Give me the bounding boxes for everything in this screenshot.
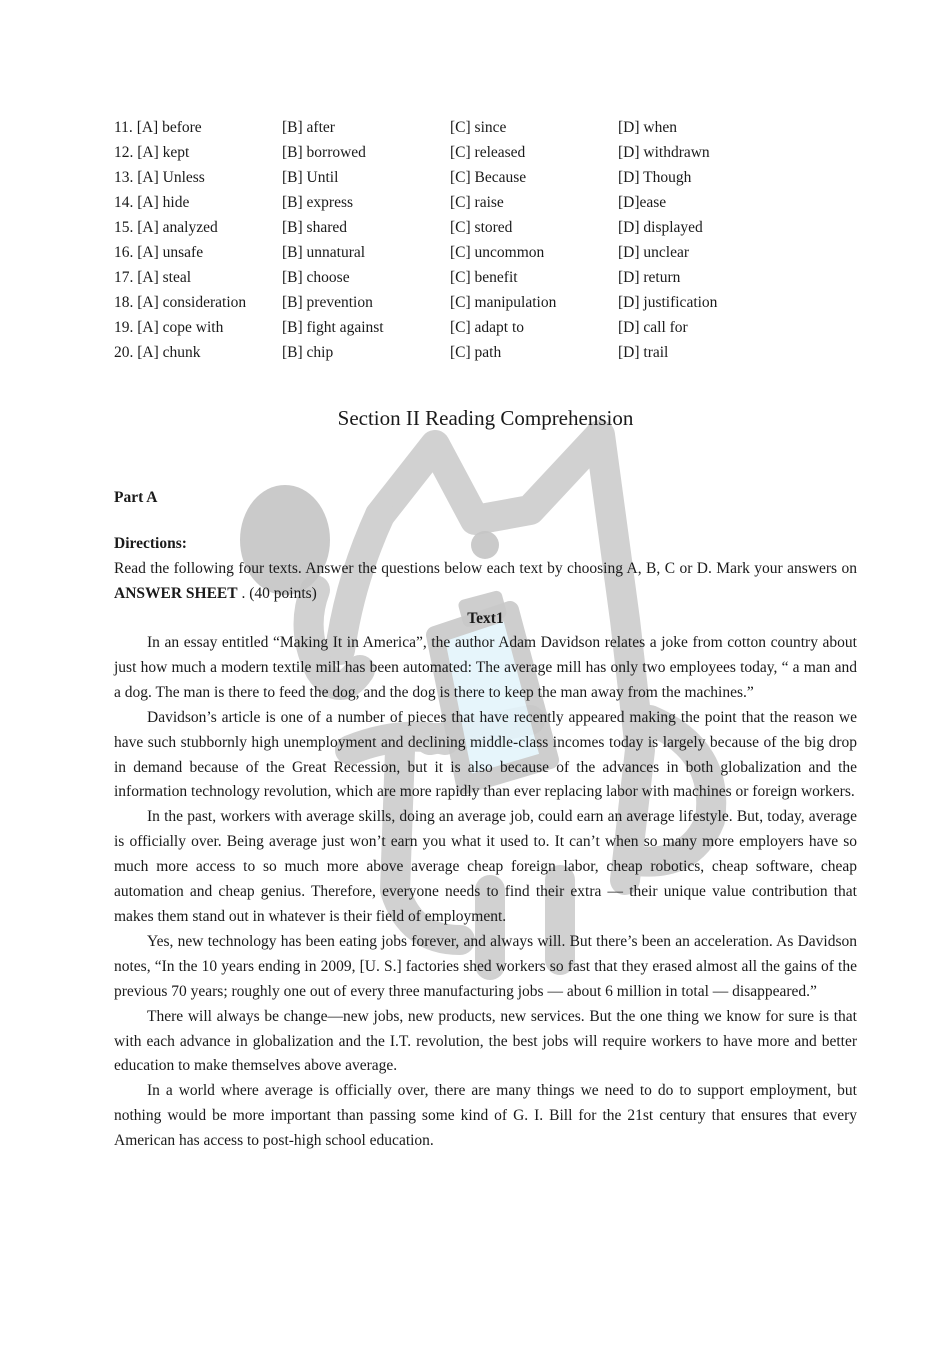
page-content <box>114 115 857 1154</box>
option-c: [C] stored <box>450 219 513 236</box>
option-c: [C] released <box>450 144 526 161</box>
question-option-a <box>114 240 282 265</box>
option-a: [A] Unless <box>137 169 205 186</box>
option-b: [B] fight against <box>282 319 384 336</box>
passage-paragraph: In the past, workers with average skills, doing an average job, could earn an average lifestyle. But, today, average is officially over. Being average just won’t earn you what it used to. It can’t when so many more employers have so much more access to so much more above average cheap foreign labor, cheap robotics, cheap software, cheap automation and cheap genius. Therefore, everyone needs to find their extra — their unique value contribution that makes them stand out in whatever is their field of employment. <box>114 808 857 925</box>
question-number: 12. <box>114 144 134 161</box>
option-c: [C] path <box>450 344 502 361</box>
option-a: [A] consideration <box>137 294 247 311</box>
question-option-a <box>114 190 282 215</box>
option-b: [B] Until <box>282 169 339 186</box>
option-c: [C] adapt to <box>450 319 525 336</box>
question-option-a <box>114 140 282 165</box>
answer-sheet-label: ANSWER SHEET <box>114 585 238 602</box>
directions-heading: Directions: <box>114 535 187 552</box>
option-a: [A] kept <box>137 144 190 161</box>
option-b: [B] choose <box>282 269 350 286</box>
option-a: [A] analyzed <box>137 219 218 236</box>
option-c: [C] uncommon <box>450 244 545 261</box>
question-option-a <box>114 115 282 140</box>
question-number: 17. <box>114 269 134 286</box>
question-number: 19. <box>114 319 134 336</box>
option-d: [D] when <box>618 119 677 136</box>
option-d: [D]ease <box>618 194 667 211</box>
option-row <box>114 190 778 215</box>
question-option-a <box>114 165 282 190</box>
option-c: [C] since <box>450 119 507 136</box>
option-b: [B] express <box>282 194 354 211</box>
option-a: [A] hide <box>137 194 190 211</box>
option-b: [B] after <box>282 119 335 136</box>
option-row <box>114 315 778 340</box>
directions-text: Read the following four texts. Answer the questions below each text by choosing A, B, C or D. Mark your answers on ANSWER SHEET . (40 points) <box>114 560 857 602</box>
question-option-a <box>114 340 282 365</box>
option-row <box>114 240 778 265</box>
passage-paragraph: In an essay entitled “Making It in America”, the author Adam Davidson relates a joke from cotton country about just how much a modern textile mill has been automated: The average mill has only two employees today, “ a man and a dog. The man is there to feed the dog, and the dog is there to keep the man away from the machines.” <box>114 634 857 701</box>
passage-paragraph: Yes, new technology has been eating jobs forever, and always will. But there’s been an acceleration. As Davidson notes, “In the 10 years ending in 2009, [U. S.] factories shed workers so fast that they erased almost all the gains of the previous 70 years; roughly one out of every three manufacturing jobs — about 6 million in total — disappeared.” <box>114 932 857 1000</box>
text-title: Text1 <box>467 610 504 627</box>
passage-paragraph: There will always be change—new jobs, new products, new services. But the one thing we know for sure is that with each advance in globalization and the I.T. revolution, the best jobs will require workers to have more and better education to make themselves above average. <box>114 1007 857 1075</box>
option-c: [C] benefit <box>450 269 518 286</box>
question-number: 20. <box>114 344 134 361</box>
option-a: [A] unsafe <box>137 244 204 261</box>
cloze-options-table <box>114 115 778 365</box>
option-row <box>114 140 778 165</box>
option-c: [C] raise <box>450 194 504 211</box>
question-number: 15. <box>114 219 134 236</box>
option-row <box>114 165 778 190</box>
option-c: [C] Because <box>450 169 527 186</box>
option-a: [A] before <box>136 119 202 136</box>
option-b: [B] unnatural <box>282 244 366 261</box>
question-option-a <box>114 315 282 340</box>
option-b: [B] prevention <box>282 294 373 311</box>
option-d: [D] trail <box>618 344 669 361</box>
question-number: 16. <box>114 244 134 261</box>
option-b: [B] chip <box>282 344 334 361</box>
option-row <box>114 290 778 315</box>
question-option-a <box>114 215 282 240</box>
option-d: [D] Though <box>618 169 692 186</box>
option-a: [A] chunk <box>137 344 201 361</box>
option-b: [B] shared <box>282 219 347 236</box>
option-d: [D] justification <box>618 294 718 311</box>
option-d: [D] call for <box>618 319 688 336</box>
passage <box>114 631 857 1154</box>
option-a: [A] cope with <box>137 319 224 336</box>
option-d: [D] displayed <box>618 219 703 236</box>
passage-paragraph: In a world where average is officially over, there are many things we need to do to support employment, but nothing would be more important than passing some kind of G. I. Bill for the 21st century that ensures that every American has access to post-high school education. <box>114 1082 857 1150</box>
question-number: 11. <box>114 119 133 136</box>
question-number: 14. <box>114 194 134 211</box>
question-number: 13. <box>114 169 134 186</box>
question-number: 18. <box>114 294 134 311</box>
option-row <box>114 115 778 140</box>
option-row <box>114 215 778 240</box>
option-d: [D] unclear <box>618 244 689 261</box>
option-d: [D] return <box>618 269 681 286</box>
part-label: Part A <box>114 489 158 506</box>
option-b: [B] borrowed <box>282 144 366 161</box>
section-title: Section II Reading Comprehension <box>337 406 634 430</box>
option-d: [D] withdrawn <box>618 144 710 161</box>
question-option-a <box>114 290 282 315</box>
option-a: [A] steal <box>137 269 192 286</box>
passage-paragraph: Davidson’s article is one of a number of pieces that have recently appeared making the point that the reason we have such stubbornly high unemployment and declining middle-class incomes today is largely because of the big drop in demand because of the Great Recession, but it is also because of the advances in both globalization and the information technology revolution, which are more rapidly than ever replacing labor with machines or foreign workers. <box>114 708 857 801</box>
option-row <box>114 265 778 290</box>
question-option-a <box>114 265 282 290</box>
option-row <box>114 340 778 365</box>
option-c: [C] manipulation <box>450 294 557 311</box>
